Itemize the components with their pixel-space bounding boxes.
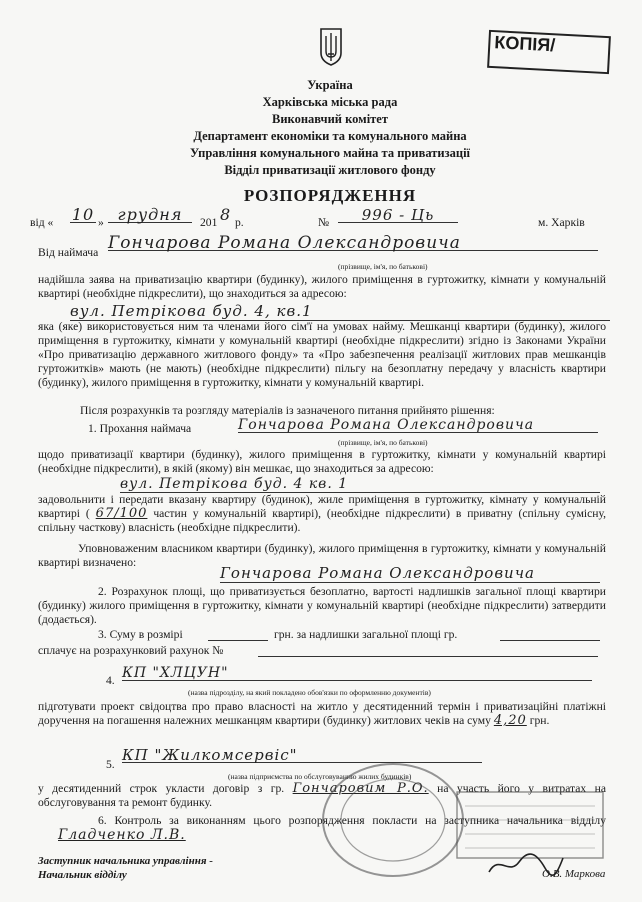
date-day: 10 (71, 205, 95, 224)
dateline (30, 205, 610, 232)
date-month: грудня (108, 208, 192, 223)
item4-text-b: грн. (529, 714, 550, 727)
item3-c: сплачує на розрахунковий рахунок № (38, 644, 224, 657)
paragraph-decision: Після розрахунків та розгляду матеріалів із зазначеного питання прийнято рішення: (80, 404, 495, 417)
paragraph-residents: яка (яке) використовується ним та членами його сім'ї на умовах найму. Мешканці квартири (будинку), жилого приміщення в гуртожитку, кімнати у комунальній квартирі (необхідне підкреслити) згідно із Законами України «Про приватизацію державного житлового фонду» та «Про забезпечення реалізації житлових прав мешканців гуртожитків» мають (не мають) (необхідне підкреслити) пільгу на безоплатну передачу у власність квартири (будинку), жилого приміщення в гуртожитку, кімнати у комунальній квартирі. (38, 320, 606, 389)
header-department: Департамент економіки та комунального майна (193, 129, 467, 143)
item4-text-a: підготувати проект свідоцтва про право власності на житло у десятиденний термін і приватизаційні платіжні доручення на погашення належних мешканцям квартири (будинку) житлових чеків на суму (38, 700, 606, 727)
item5-text-a: у десятиденний строк укласти договір з гр. (38, 782, 285, 795)
item3-b: грн. за надлишки загальної площі гр. (274, 628, 458, 641)
item4-label: 4. (106, 674, 115, 687)
item1-transfer-text (38, 493, 606, 535)
paragraph-application: надійшла заява на приватизацію квартири (будинку), жилого приміщення в гуртожитку, кімнати у комунальній квартирі (необхідне підкреслити), що знаходиться за адресою: (38, 273, 606, 300)
applicant-row (38, 233, 608, 271)
item1-transfer-a: задовольнити і передати вказану квартиру (будинок), жиле приміщення в гуртожитку, кімнату у комунальній квартирі ( (38, 493, 606, 520)
number-label: № (318, 216, 330, 229)
item4-value: КП "ХЛЦУН" (122, 666, 592, 681)
date-year-label: р. (235, 216, 244, 229)
item5-label: 5. (106, 758, 115, 771)
signer-position-line1: Заступник начальника управління - (38, 855, 213, 867)
city-label: м. Харків (538, 216, 585, 229)
item3-amount-blank (208, 640, 268, 641)
item4-text (38, 700, 606, 728)
date-year-prefix: 201 (200, 216, 218, 229)
item5-text-b: на участь його у витратах на обслуговування та ремонт будинку. (38, 782, 606, 809)
item6-name: Гладченко Л.В. (58, 827, 186, 843)
item3-row (38, 628, 608, 664)
item5-value: КП "Жилкомсервіс" (122, 748, 482, 763)
signer-position (38, 854, 213, 882)
date-from-label: від « (30, 216, 54, 229)
applicant-name: Гончарова Романа Олександровича (108, 236, 598, 251)
applicant-hint: (прізвище, ім'я, по батькові) (338, 262, 428, 271)
item6-text-a: 6. Контроль за виконанням цього розпорядження покласти на заступника начальника відділу (98, 814, 606, 827)
date-year-suffix: 8 (220, 205, 232, 224)
item1-text: щодо приватизації квартири (будинку), жилого приміщення в гуртожитку, кімнати у комунальній квартирі (необхідне підкреслити), в якій (якому) він мешкає, що знаходиться за адресою: (38, 448, 606, 475)
item1-share: 67/100 (95, 506, 148, 521)
coat-of-arms-icon (318, 27, 344, 67)
item1-name: Гончарова Романа Олександровича (238, 418, 598, 433)
document-number: 996 - Ць (338, 208, 458, 223)
item1-hint: (прізвище, ім'я, по батькові) (338, 438, 428, 447)
official-seal-icon (318, 760, 468, 880)
header-division: Відділ приватизації житлового фонду (224, 163, 436, 177)
item4-row (38, 666, 608, 698)
item2-text: 2. Розрахунок площі, що приватизується безоплатно, вартості надлишків загальної площі квартири (будинку) жилого приміщення в гуртожитку, кімнати у комунальній квартирі (необхідне підкреслити) затвердити (додається). (38, 585, 606, 626)
item3-a: 3. Суму в розмірі (98, 628, 183, 641)
item1-row (38, 418, 608, 446)
header-directorate: Управління комунального майна та приватизації (189, 146, 471, 160)
item3-person-blank (500, 640, 600, 641)
property-address: вул. Петрікова буд. 4, кв.1 (70, 302, 610, 321)
header-council: Харківська міська рада (262, 95, 398, 109)
applicant-label: Від наймача (38, 246, 99, 259)
signer-position-line2: Начальник відділу (38, 869, 127, 881)
item1-owner-text: Уповноваженим власником квартири (будинку), жилого приміщення в гуртожитку, кімнати у комунальній квартирі визначено: (38, 542, 606, 569)
item1-transfer-b: частин у комунальній квартирі), (необхідне підкреслити) в приватну (спільну сумісну, спільну часткову) власність (необхідне підкреслити). (38, 507, 607, 534)
item4-sum: 4,20 (493, 713, 527, 728)
item1-owner: Гончарова Романа Олександровича (220, 564, 600, 583)
item1-label: 1. Прохання наймача (88, 422, 192, 435)
document-header (120, 77, 540, 179)
signer-name: О.В. Маркова (542, 868, 606, 880)
header-committee: Виконавчий комітет (272, 112, 388, 126)
item4-hint: (назва підрозділу, на який покладено обов'язки по оформленню документів) (188, 688, 431, 697)
header-country: Україна (307, 78, 353, 92)
item5-name: Гончаровим Р.О. (292, 781, 429, 796)
date-quote: » (98, 216, 104, 229)
item5-hint: (назва підприємства по обслуговуванню жилих будинків) (228, 772, 412, 781)
document-type-title: РОЗПОРЯДЖЕННЯ (243, 186, 417, 205)
item3-account-blank (258, 656, 598, 657)
copy-stamp: КОПІЯ/ (487, 30, 611, 74)
item1-address: вул. Петрікова буд. 4 кв. 1 (120, 476, 600, 493)
